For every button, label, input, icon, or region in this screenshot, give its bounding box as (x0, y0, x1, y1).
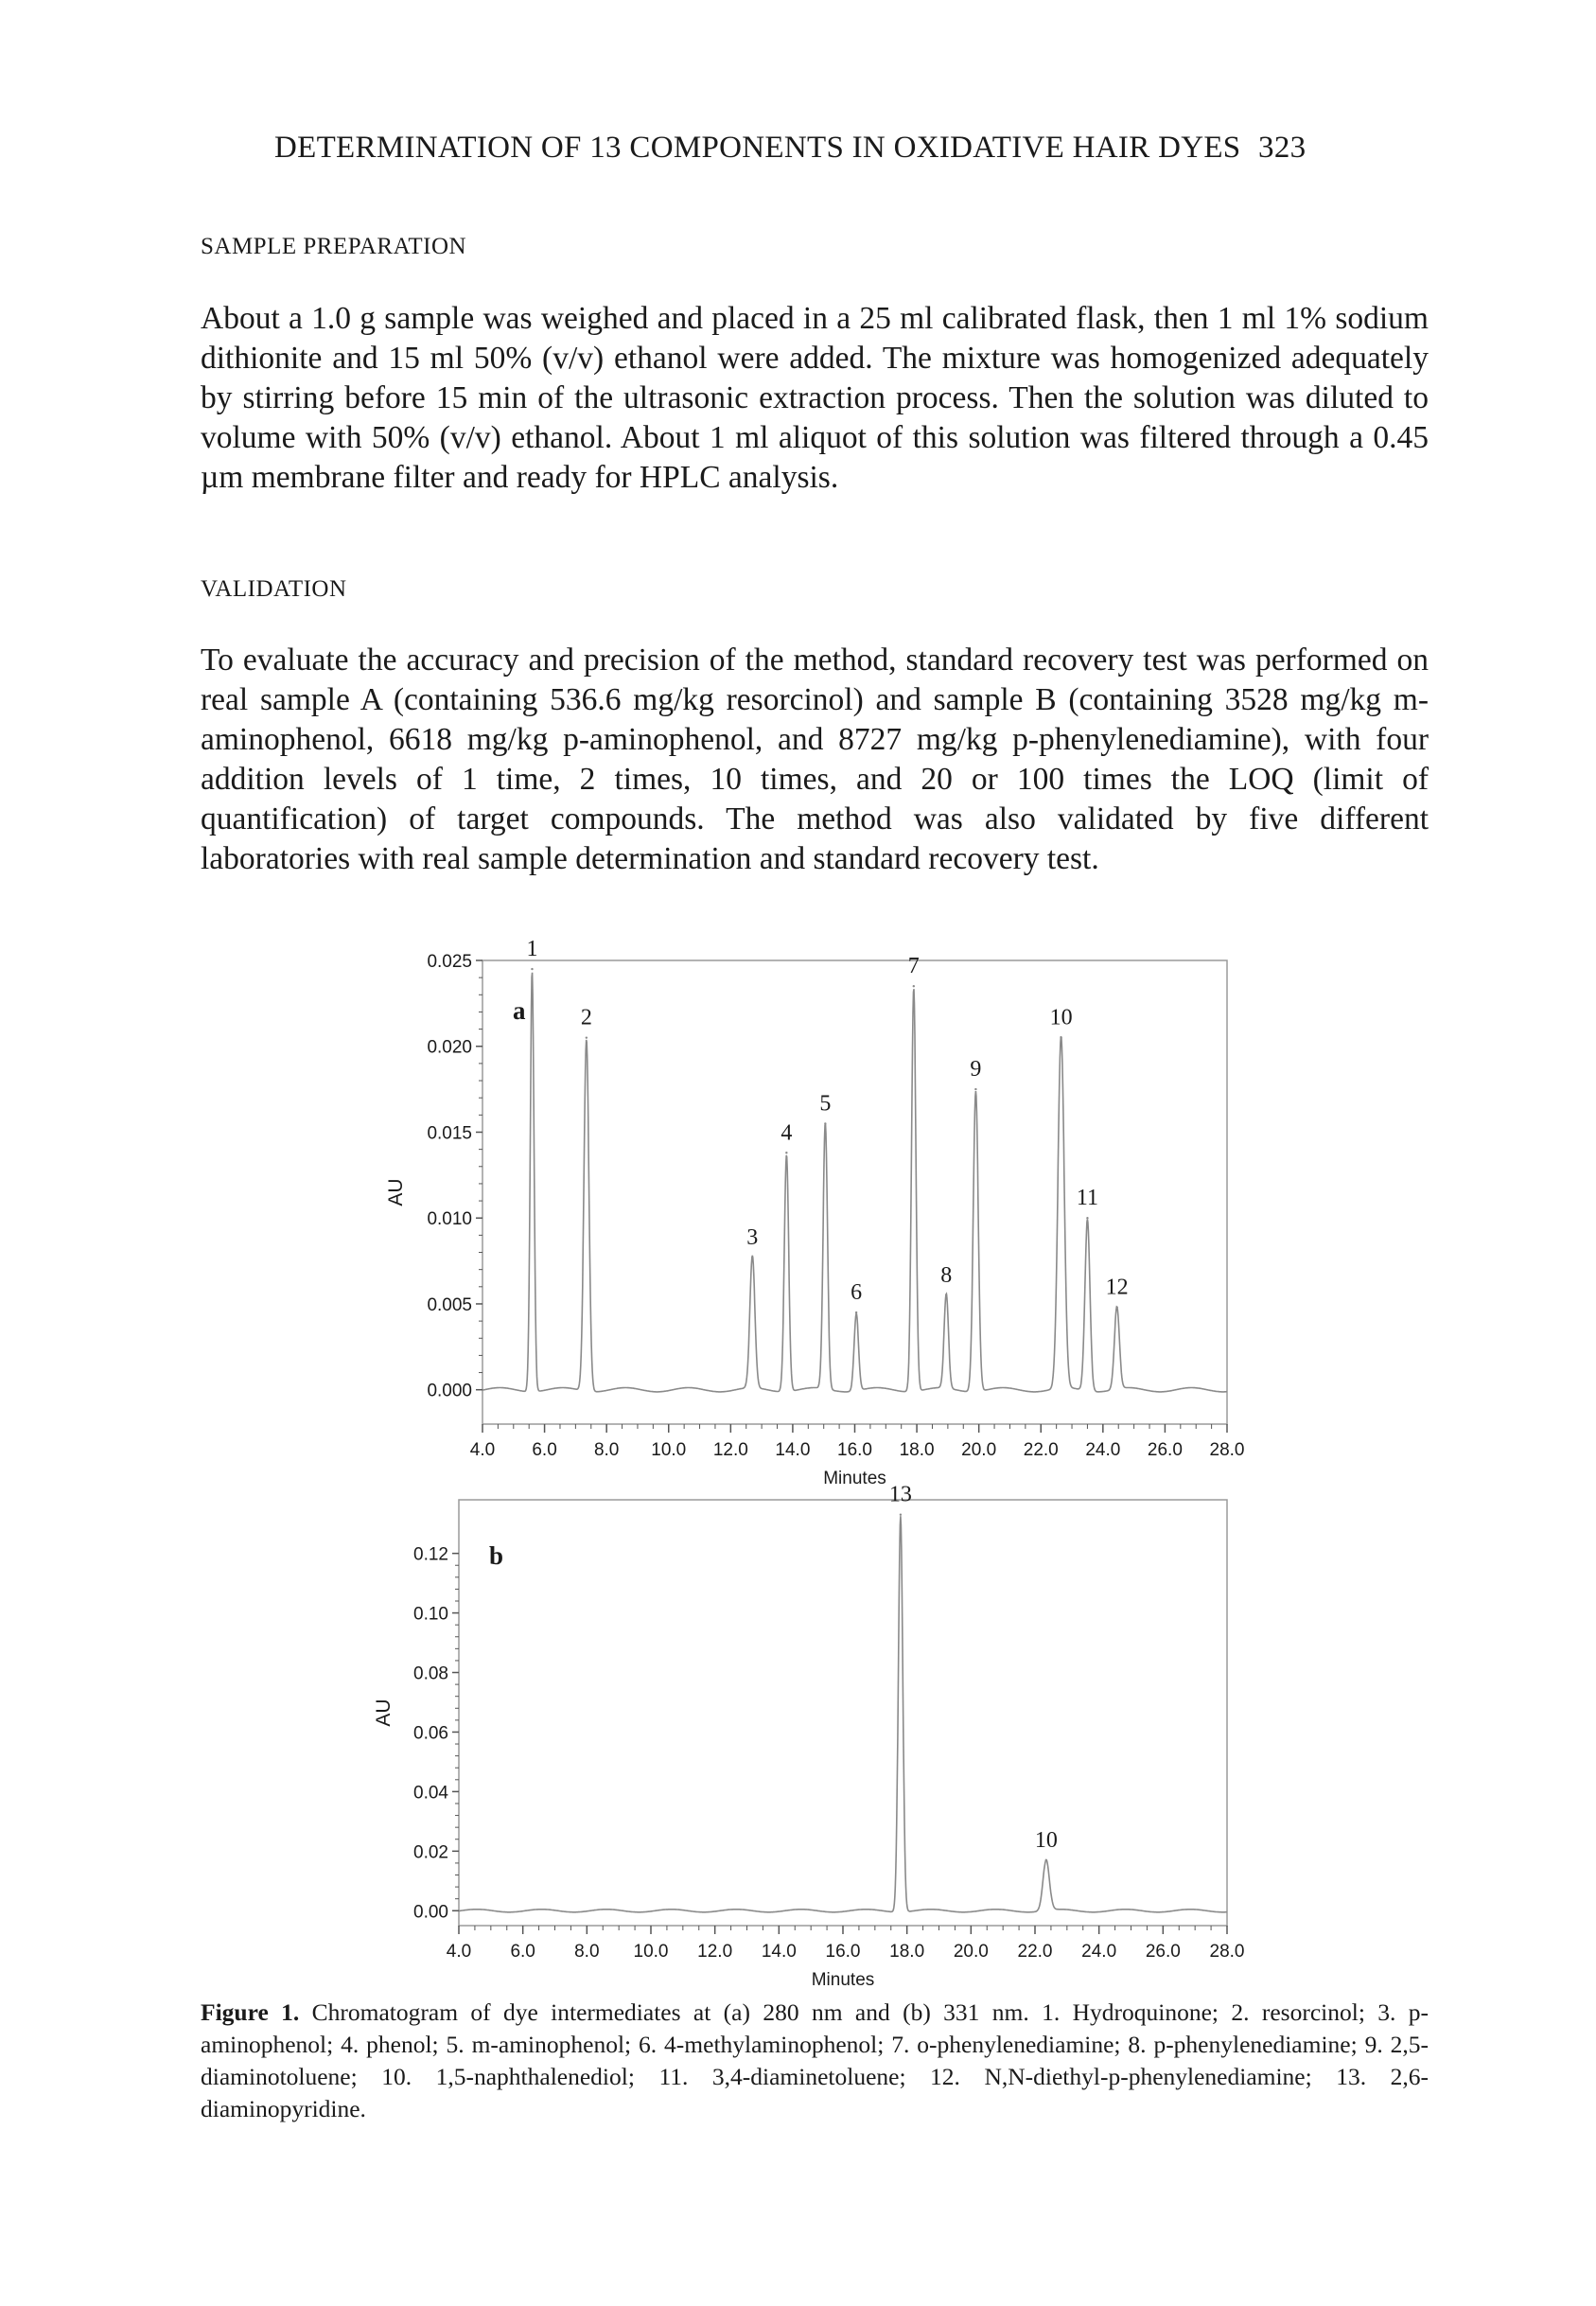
peak-label: 7 (907, 954, 920, 979)
x-tick-label: 8.0 (593, 1440, 620, 1460)
peak-label: 1 (526, 937, 538, 962)
panel-label: a (513, 996, 526, 1025)
y-axis-title: AU (385, 1178, 407, 1206)
running-title: DETERMINATION OF 13 COMPONENTS IN OXIDATIVE HAIR DYES (274, 131, 1241, 165)
x-tick-label: 6.0 (532, 1440, 557, 1460)
chromatogram-trace (459, 1516, 1227, 1912)
x-tick-label: 26.0 (1147, 1440, 1183, 1460)
paragraph-text: About a 1.0 g sample was weighed and placed in a 25 ml calibrated flask, then 1 ml 1% sodium dithionite and 15 ml 50% (v/v) ethanol were added. The mixture was homogenized adequately by stirring before 15 min of the ultrasonic extraction process. Then the solution was diluted to volume with 50% (v/v) ethanol. About 1 ml aliquot of this solution was filtered through a 0.45 µm membrane filter and ready for HPLC analysis. (201, 301, 1429, 495)
chromatogram-panel-a (385, 937, 1244, 1488)
x-tick-label: 24.0 (1085, 1440, 1121, 1460)
peak-label: 2 (580, 1005, 592, 1030)
x-tick-label: 10.0 (633, 1942, 669, 1962)
y-tick-label: 0.015 (427, 1123, 472, 1144)
peak-10-apex (1060, 1036, 1061, 1038)
peak-label: 10 (1049, 1005, 1073, 1030)
x-tick-label: 20.0 (961, 1440, 997, 1460)
peak-1-apex (531, 968, 533, 970)
x-tick-label: 8.0 (574, 1942, 600, 1962)
x-tick-label: 14.0 (761, 1942, 797, 1962)
peak-label: 13 (888, 1482, 912, 1507)
x-tick-label: 12.0 (712, 1440, 748, 1460)
peak-label: 3 (746, 1224, 759, 1250)
x-tick-label: 4.0 (469, 1440, 496, 1460)
peak-3-apex (751, 1257, 753, 1259)
x-tick-label: 18.0 (899, 1440, 935, 1460)
y-tick-label: 0.005 (427, 1294, 472, 1315)
peak-10-apex (1045, 1859, 1047, 1861)
page-number: 323 (1258, 131, 1307, 165)
x-tick-label: 4.0 (446, 1942, 472, 1962)
peak-8-apex (945, 1294, 947, 1296)
x-tick-label: 28.0 (1209, 1942, 1245, 1962)
chromatogram-panel-b (373, 1483, 1244, 1990)
peak-label: 10 (1034, 1827, 1058, 1853)
y-tick-label: 0.000 (427, 1381, 472, 1401)
x-tick-label: 22.0 (1017, 1942, 1053, 1962)
chromatogram-trace (482, 973, 1227, 1392)
peak-7-apex (913, 985, 915, 987)
x-tick-label: 18.0 (889, 1942, 925, 1962)
y-tick-label: 0.025 (427, 952, 472, 972)
peak-4-apex (785, 1152, 787, 1153)
y-tick-label: 0.00 (413, 1902, 448, 1923)
plot-frame (482, 960, 1227, 1424)
y-tick-label: 0.010 (427, 1209, 472, 1230)
y-tick-label: 0.12 (413, 1544, 448, 1565)
x-tick-label: 26.0 (1145, 1942, 1181, 1962)
peak-label: 12 (1105, 1275, 1129, 1300)
y-tick-label: 0.08 (413, 1663, 448, 1684)
peak-5-apex (824, 1122, 826, 1124)
y-axis-title: AU (373, 1699, 395, 1727)
peak-label: 6 (851, 1280, 863, 1306)
y-tick-label: 0.020 (427, 1037, 472, 1058)
peak-label: 4 (780, 1120, 793, 1146)
peak-label: 9 (970, 1057, 982, 1083)
panel-label: b (489, 1541, 504, 1570)
peak-label: 5 (819, 1091, 832, 1117)
plot-frame (459, 1500, 1227, 1926)
peak-label: 8 (940, 1262, 953, 1288)
figure-caption (201, 1997, 1429, 2125)
section-heading-validation: VALIDATION (201, 576, 347, 602)
peak-2-apex (586, 1036, 588, 1038)
x-tick-label: 20.0 (953, 1942, 989, 1962)
y-tick-label: 0.10 (413, 1604, 448, 1625)
peak-label: 11 (1076, 1186, 1098, 1211)
peak-12-apex (1115, 1306, 1117, 1308)
x-tick-label: 16.0 (825, 1942, 861, 1962)
x-tick-label: 6.0 (510, 1942, 535, 1962)
caption-text: Chromatogram of dye intermediates at (a) 280 nm and (b) 331 nm. 1. Hydroquinone; 2. resorcinol; 3. p-aminophenol; 4. phenol; 5. m-aminophenol; 6. 4-methylaminophenol; 7. o-phenylenediamine; 8. p-phenylenediamine; 9. 2,5-diaminotoluene; 10. 1,5-naphthalenediol; 11. 3,4-diaminetoluene; 12. N,N-diethyl-p-phenylenediamine; 13. 2,6-diaminopyridine. (201, 1998, 1429, 2122)
y-tick-label: 0.04 (413, 1783, 448, 1804)
peak-9-apex (974, 1088, 976, 1090)
x-axis-title: Minutes (823, 1469, 886, 1488)
x-tick-label: 22.0 (1023, 1440, 1059, 1460)
caption-lead: Figure 1. (201, 1998, 300, 2026)
x-tick-label: 12.0 (697, 1942, 733, 1962)
peak-11-apex (1086, 1217, 1088, 1219)
y-tick-label: 0.02 (413, 1842, 448, 1863)
peak-13-apex (900, 1514, 902, 1516)
paragraph-text: To evaluate the accuracy and precision of the method, standard recovery test was performed on real sample A (containing 536.6 mg/kg resorcinol) and sample B (containing 3528 mg/kg m-aminophenol, 6618 mg/kg p-aminophenol, and 8727 mg/kg p-phenylenediamine), with four addition levels of 1 time, 2 times, 10 times, and 20 or 100 times the LOQ (limit of quantification) of target compounds. The method was also validated by five different laboratories with real sample determination and standard recovery test. (201, 643, 1429, 876)
x-tick-label: 24.0 (1081, 1942, 1117, 1962)
y-tick-label: 0.06 (413, 1723, 448, 1744)
x-tick-label: 28.0 (1209, 1440, 1245, 1460)
x-axis-title: Minutes (811, 1970, 875, 1990)
x-tick-label: 14.0 (775, 1440, 811, 1460)
peak-6-apex (855, 1311, 857, 1313)
x-tick-label: 16.0 (837, 1440, 872, 1460)
section-heading-sample-preparation: SAMPLE PREPARATION (201, 234, 467, 259)
x-tick-label: 10.0 (651, 1440, 687, 1460)
